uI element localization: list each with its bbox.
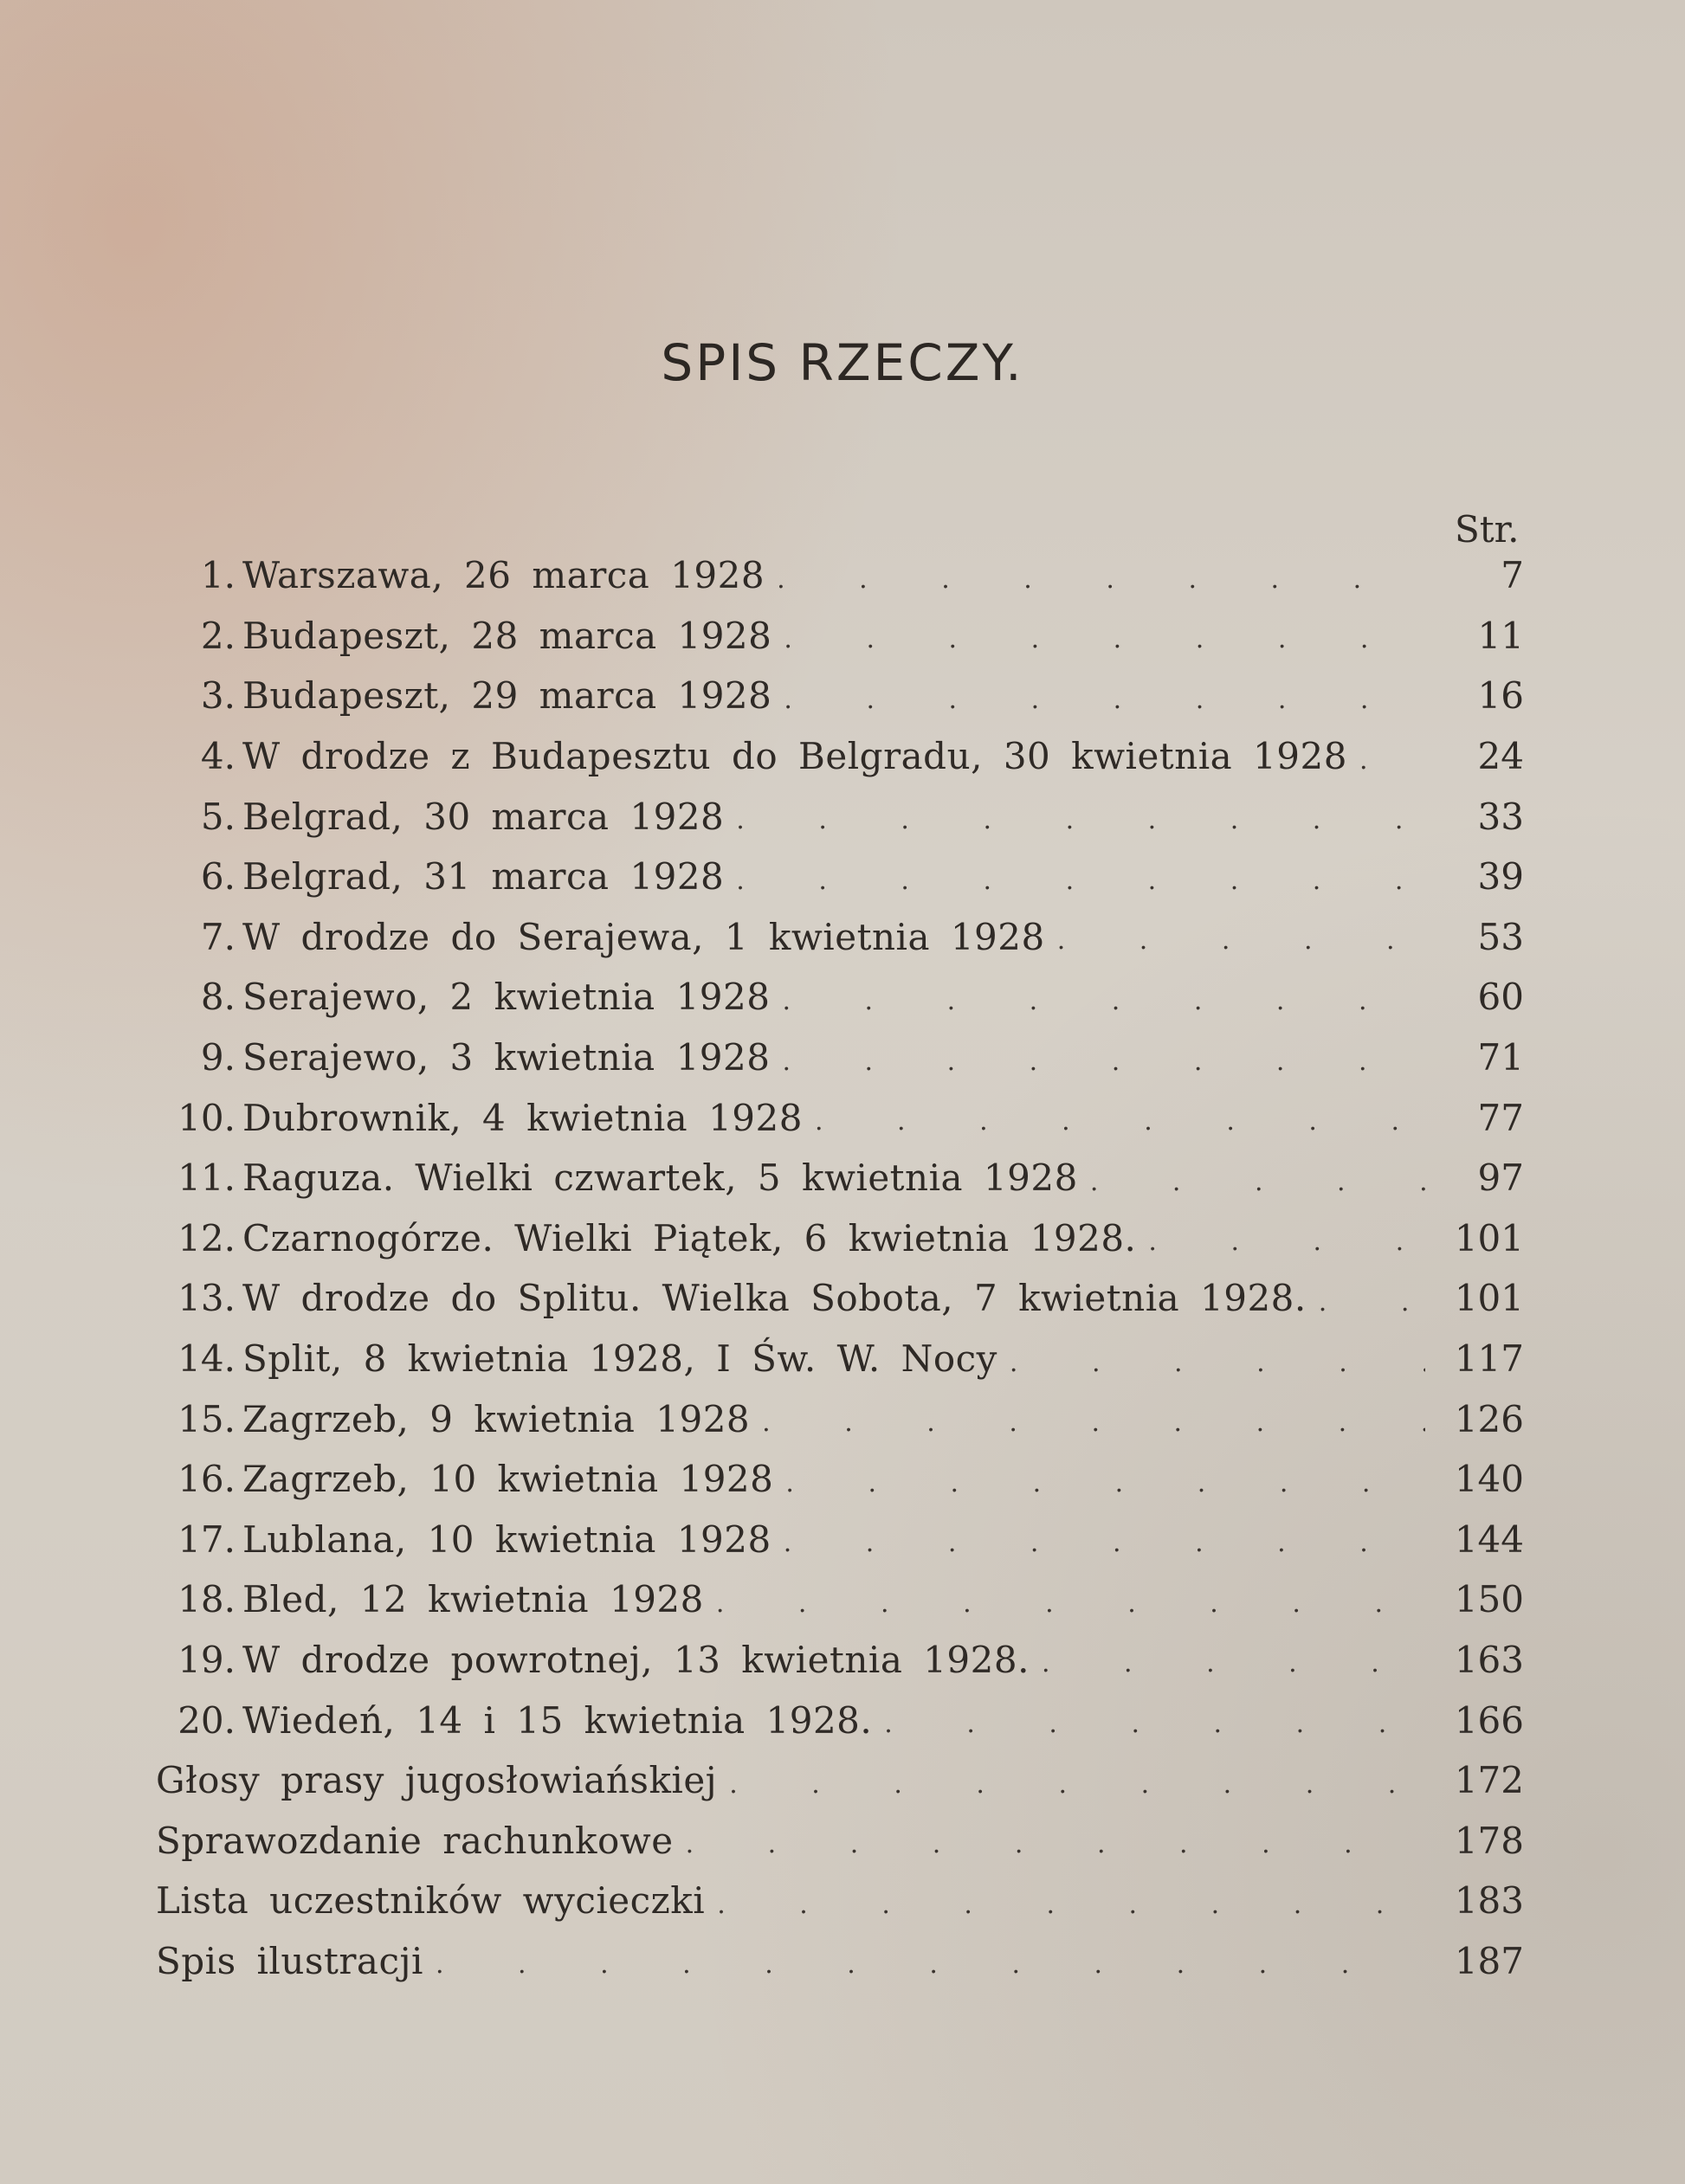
entry-title: Belgrad, 30 marca 1928 (242, 795, 725, 838)
dot-leader (1359, 738, 1425, 775)
appendix-title: Sprawozdanie rachunkowe (156, 1819, 674, 1862)
entry-page: 163 (1454, 1638, 1524, 1681)
dot-leader (717, 1883, 1425, 1919)
entry-number: 1. (200, 554, 236, 597)
appendix-title: Lista uczestników wycieczki (156, 1879, 706, 1923)
entry-title: Zagrzeb, 10 kwietnia 1928 (242, 1458, 774, 1501)
dot-leader (784, 678, 1425, 714)
entry-number: 8. (200, 976, 236, 1019)
entry-title: Warszawa, 26 marca 1928 (242, 554, 765, 597)
toc-appendix (156, 1750, 1524, 1811)
appendix-page: 183 (1454, 1879, 1524, 1923)
toc-entry (156, 1208, 1524, 1269)
dot-leader (785, 1461, 1425, 1498)
entry-title: Bled, 12 kwietnia 1928 (242, 1578, 704, 1621)
dot-leader (1148, 1220, 1425, 1256)
entry-number: 4. (200, 735, 236, 778)
appendix-page: 178 (1454, 1819, 1524, 1862)
entry-page: 144 (1454, 1517, 1524, 1561)
dot-leader (1010, 1341, 1425, 1377)
dot-leader (762, 1401, 1425, 1437)
entry-page: 150 (1454, 1578, 1524, 1621)
entry-page: 101 (1454, 1216, 1524, 1260)
dot-leader (884, 1702, 1425, 1738)
entry-number: 13. (178, 1277, 236, 1320)
entry-page: 16 (1477, 674, 1524, 718)
entry-number: 3. (200, 674, 236, 718)
entry-page: 126 (1454, 1397, 1524, 1440)
dot-leader (736, 798, 1425, 834)
entry-page: 140 (1454, 1458, 1524, 1501)
entry-title: W drodze do Serajewa, 1 kwietnia 1928 (242, 915, 1045, 958)
dot-leader (686, 1822, 1425, 1859)
toc-entry (156, 907, 1524, 968)
entry-page: 101 (1454, 1277, 1524, 1320)
dot-leader (777, 557, 1425, 594)
entry-number: 17. (178, 1517, 236, 1561)
entry-number: 2. (200, 614, 236, 657)
dot-leader (1057, 918, 1425, 955)
table-of-contents (156, 545, 1524, 1991)
entry-page: 71 (1477, 1036, 1524, 1079)
entry-number: 12. (178, 1216, 236, 1260)
toc-entry (156, 1510, 1524, 1570)
entry-page: 7 (1501, 554, 1524, 597)
entry-page: 53 (1477, 915, 1524, 958)
toc-appendix (156, 1871, 1524, 1931)
toc-entry (156, 1148, 1524, 1208)
toc-entry (156, 1690, 1524, 1750)
toc-entry (156, 1028, 1524, 1088)
entry-title: Serajewo, 2 kwietnia 1928 (242, 976, 771, 1019)
entry-number: 10. (178, 1096, 236, 1139)
toc-entry (156, 1388, 1524, 1449)
toc-entry (156, 1569, 1524, 1630)
toc-entry (156, 1329, 1524, 1389)
dot-leader (784, 1521, 1425, 1557)
entry-page: 117 (1454, 1337, 1524, 1381)
entry-page: 39 (1477, 855, 1524, 899)
dot-leader (1090, 1160, 1425, 1196)
entry-page: 33 (1477, 795, 1524, 838)
dot-leader (1319, 1280, 1425, 1317)
toc-entry (156, 1630, 1524, 1691)
entry-title: W drodze z Budapesztu do Belgradu, 30 kwietnia 1928 (242, 735, 1347, 778)
entry-title: Lublana, 10 kwietnia 1928 (242, 1517, 771, 1561)
entry-number: 15. (178, 1397, 236, 1440)
entry-page: 166 (1454, 1698, 1524, 1742)
entry-page: 24 (1477, 735, 1524, 778)
toc-appendix (156, 1810, 1524, 1871)
toc-entry (156, 1449, 1524, 1510)
entry-page: 97 (1477, 1156, 1524, 1200)
entry-number: 20. (178, 1698, 236, 1742)
page-column-label: Str. (1455, 508, 1520, 551)
toc-appendix (156, 1931, 1524, 1992)
appendix-page: 187 (1454, 1939, 1524, 1982)
entry-number: 19. (178, 1638, 236, 1681)
entry-number: 7. (200, 915, 236, 958)
dot-leader (716, 1582, 1425, 1618)
dot-leader (784, 617, 1425, 654)
toc-entry (156, 666, 1524, 726)
toc-entry (156, 786, 1524, 847)
entry-title: Serajewo, 3 kwietnia 1928 (242, 1036, 771, 1079)
entry-number: 9. (200, 1036, 236, 1079)
entry-title: Czarnogórze. Wielki Piątek, 6 kwietnia 1928. (242, 1216, 1137, 1260)
toc-entry (156, 726, 1524, 787)
dot-leader (782, 1040, 1425, 1076)
dot-leader (729, 1762, 1425, 1799)
appendix-title: Głosy prasy jugosłowiańskiej (156, 1759, 718, 1802)
appendix-title: Spis ilustracji (156, 1939, 423, 1982)
entry-number: 11. (178, 1156, 236, 1200)
entry-number: 14. (178, 1337, 236, 1381)
entry-title: Zagrzeb, 9 kwietnia 1928 (242, 1397, 751, 1440)
entry-number: 18. (178, 1578, 236, 1621)
entry-title: Belgrad, 31 marca 1928 (242, 855, 725, 899)
entry-title: Dubrownik, 4 kwietnia 1928 (242, 1096, 803, 1139)
entry-page: 11 (1477, 614, 1524, 657)
toc-entry (156, 1087, 1524, 1148)
dot-leader (782, 979, 1425, 1015)
toc-entry (156, 847, 1524, 907)
toc-entry (156, 545, 1524, 606)
dot-leader (1042, 1641, 1425, 1678)
entry-page: 77 (1477, 1096, 1524, 1139)
page-title: SPIS RZECZY. (661, 333, 1024, 392)
entry-title: Split, 8 kwietnia 1928, I Św. W. Nocy (242, 1337, 997, 1381)
entry-number: 5. (200, 795, 236, 838)
entry-page: 60 (1477, 976, 1524, 1019)
entry-title: Budapeszt, 29 marca 1928 (242, 674, 772, 718)
toc-entry (156, 967, 1524, 1028)
entry-title: W drodze powrotnej, 13 kwietnia 1928. (242, 1638, 1030, 1681)
toc-entry (156, 1268, 1524, 1329)
entry-number: 16. (178, 1458, 236, 1501)
entry-title: W drodze do Splitu. Wielka Sobota, 7 kwietnia 1928. (242, 1277, 1307, 1320)
appendix-page: 172 (1454, 1759, 1524, 1802)
entry-number: 6. (200, 855, 236, 899)
dot-leader (436, 1942, 1425, 1979)
dot-leader (736, 859, 1425, 895)
dot-leader (815, 1099, 1425, 1136)
entry-title: Wiedeń, 14 i 15 kwietnia 1928. (242, 1698, 873, 1742)
entry-title: Raguza. Wielki czwartek, 5 kwietnia 1928 (242, 1156, 1078, 1200)
toc-entry (156, 606, 1524, 667)
entry-title: Budapeszt, 28 marca 1928 (242, 614, 772, 657)
